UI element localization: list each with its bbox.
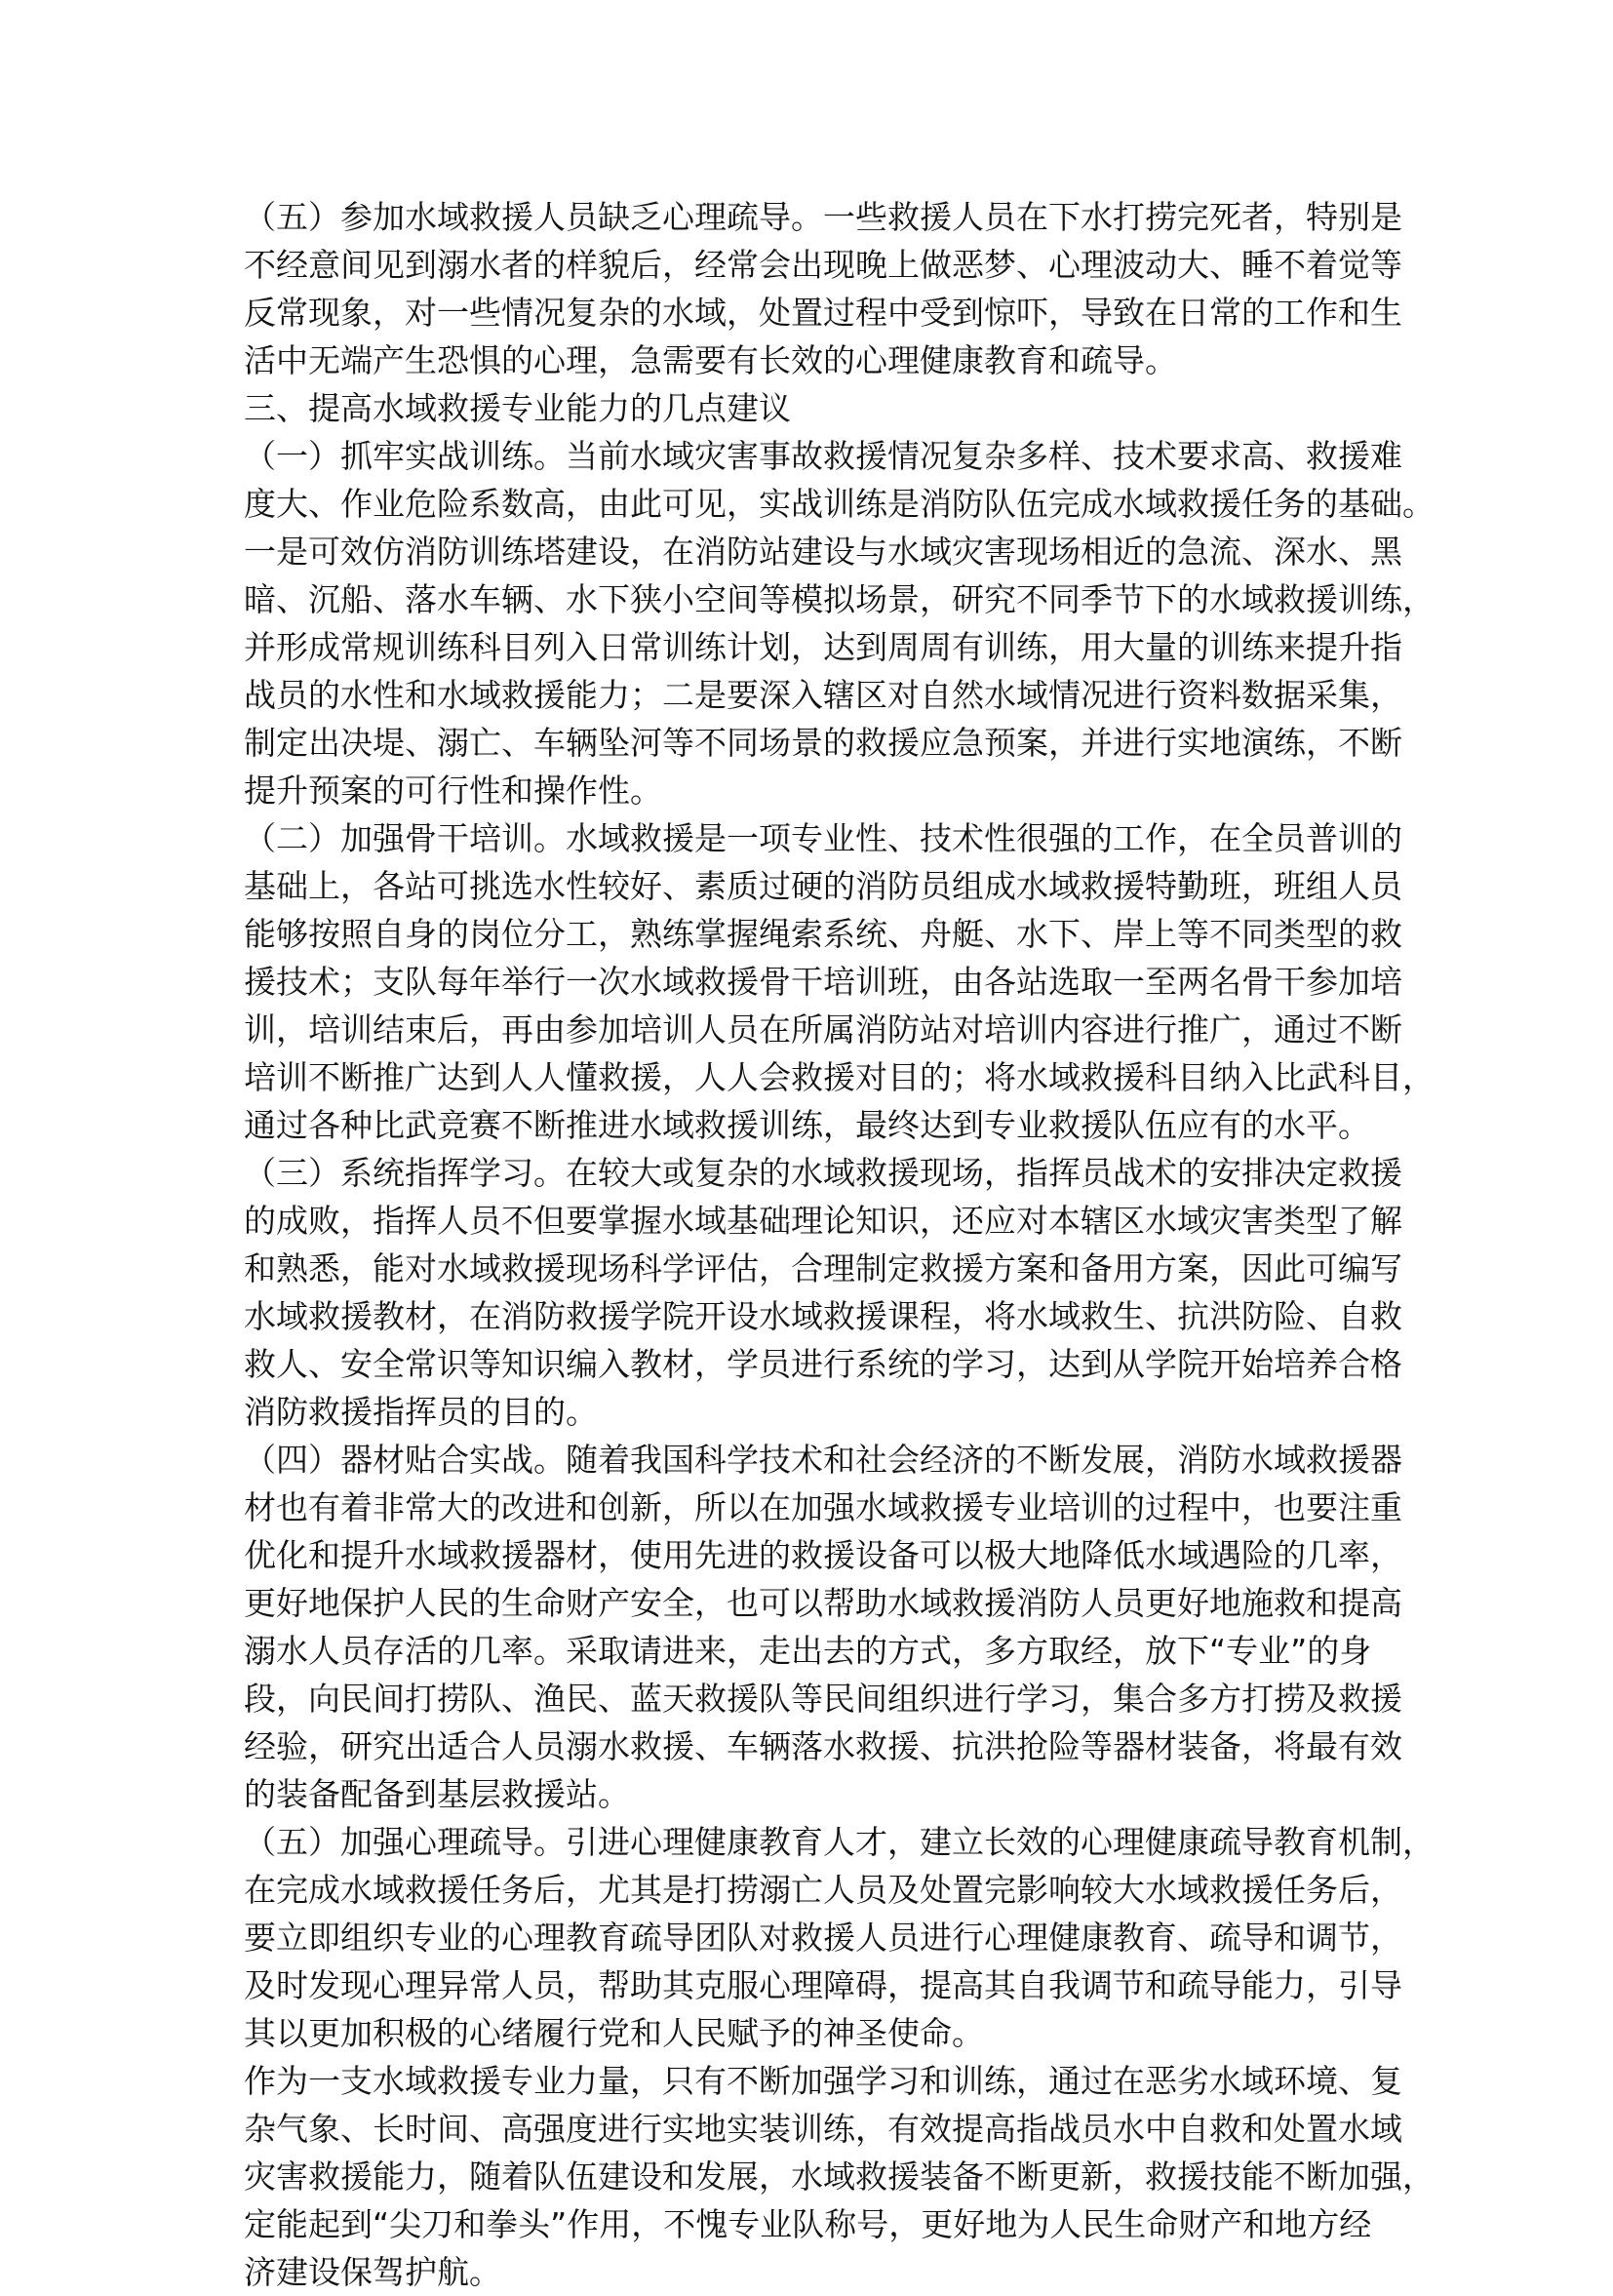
text-line: 度大、作业危险系数高，由此可见，实战训练是消防队伍完成水域救援任务的基础。 (244, 485, 1435, 523)
text-line: 作为一支水域救援专业力量，只有不断加强学习和训练，通过在恶劣水域环境、复 (244, 2062, 1402, 2100)
text-line: 和熟悉，能对水域救援现场科学评估，合理制定救援方案和备用方案，因此可编写 (244, 1249, 1402, 1287)
text-line: 灾害救援能力，随着队伍建设和发展，水域救援装备不断更新，救援技能不断加强， (244, 2157, 1435, 2196)
text-line: 段，向民间打捞队、渔民、蓝天救援队等民间组织进行学习，集合多方打捞及救援 (244, 1680, 1402, 1718)
text-line: 及时发现心理异常人员，帮助其克服心理障碍，提高其自我调节和疏导能力，引导 (244, 1966, 1402, 2004)
text-line: 定能起到“尖刀和拳头”作用，不愧专业队称号，更好地为人民生命财产和地方经 (244, 2205, 1372, 2243)
text-line: 并形成常规训练科目列入日常训练计划，达到周周有训练，用大量的训练来提升指 (244, 628, 1402, 666)
text-line: （三）系统指挥学习。在较大或复杂的水域救援现场，指挥员战术的安排决定救援 (244, 1154, 1402, 1192)
text-line: 的成败，指挥人员不但要掌握水域基础理论知识，还应对本辖区水域灾害类型了解 (244, 1202, 1402, 1240)
text-line: 制定出决堤、溺亡、车辆坠河等不同场景的救援应急预案，并进行实地演练，不断 (244, 724, 1402, 762)
text-line: 救人、安全常识等知识编入教材，学员进行系统的学习，达到从学院开始培养合格 (244, 1345, 1402, 1383)
text-line: （二）加强骨干培训。水域救援是一项专业性、技术性很强的工作，在全员普训的 (244, 819, 1402, 857)
text-line: 活中无端产生恐惧的心理，急需要有长效的心理健康教育和疏导。 (244, 341, 1177, 379)
text-line: 材也有着非常大的改进和创新，所以在加强水域救援专业培训的过程中，也要注重 (244, 1488, 1402, 1526)
text-line: 济建设保驾护航。 (244, 2253, 501, 2291)
text-line: 战员的水性和水域救援能力；二是要深入辖区对自然水域情况进行资料数据采集， (244, 676, 1402, 714)
text-line: 不经意间见到溺水者的样貌后，经常会出现晚上做恶梦、心理波动大、睡不着觉等 (244, 246, 1402, 284)
text-line: 一是可效仿消防训练塔建设，在消防站建设与水域灾害现场相近的急流、深水、黑 (244, 533, 1402, 571)
text-line: 培训不断推广达到人人懂救援，人人会救援对目的；将水域救援科目纳入比武科目， (244, 1058, 1435, 1096)
text-line: （五）参加水域救援人员缺乏心理疏导。一些救援人员在下水打捞完死者，特别是 (244, 198, 1402, 236)
text-line: 其以更加积极的心绪履行党和人民赋予的神圣使命。 (244, 2014, 984, 2052)
text-line: 杂气象、长时间、高强度进行实地实装训练，有效提高指战员水中自救和处置水域 (244, 2110, 1402, 2148)
text-line: 通过各种比武竞赛不断推进水域救援训练，最终达到专业救援队伍应有的水平。 (244, 1106, 1370, 1144)
text-line: 能够按照自身的岗位分工，熟练掌握绳索系统、舟艇、水下、岸上等不同类型的救 (244, 915, 1402, 953)
text-line: 的装备配备到基层救援站。 (244, 1775, 630, 1813)
text-line: 提升预案的可行性和操作性。 (244, 772, 662, 810)
text-line: 在完成水域救援任务后，尤其是打捞溺亡人员及处置完影响较大水域救援任务后， (244, 1871, 1402, 1909)
text-line: 要立即组织专业的心理教育疏导团队对救援人员进行心理健康教育、疏导和调节， (244, 1919, 1402, 1957)
text-line: 训，培训结束后，再由参加培训人员在所属消防站对培训内容进行推广，通过不断 (244, 1010, 1402, 1049)
text-line: 优化和提升水域救援器材，使用先进的救援设备可以极大地降低水域遇险的几率， (244, 1536, 1402, 1574)
text-line: 经验，研究出适合人员溺水救援、车辆落水救援、抗洪抢险等器材装备，将最有效 (244, 1727, 1402, 1765)
document-body (244, 193, 1435, 2296)
text-line: 水域救援教材，在消防救援学院开设水域救援课程，将水域救生、抗洪防险、自救 (244, 1297, 1402, 1335)
text-line: 溺水人员存活的几率。采取请进来，走出去的方式，多方取经，放下“专业”的身 (244, 1632, 1372, 1670)
text-line: 暗、沉船、落水车辆、水下狭小空间等模拟场景，研究不同季节下的水域救援训练， (244, 580, 1435, 618)
text-line: 援技术；支队每年举行一次水域救援骨干培训班，由各站选取一至两名骨干参加培 (244, 963, 1402, 1001)
text-line: （五）加强心理疏导。引进心理健康教育人才，建立长效的心理健康疏导教育机制， (244, 1823, 1435, 1861)
text-line: 更好地保护人民的生命财产安全，也可以帮助水域救援消防人员更好地施救和提高 (244, 1584, 1402, 1622)
section-heading: 三、提高水域救援专业能力的几点建议 (244, 389, 791, 427)
text-line: 基础上，各站可挑选水性较好、素质过硬的消防员组成水域救援特勤班，班组人员 (244, 867, 1402, 905)
text-line: （一）抓牢实战训练。当前水域灾害事故救援情况复杂多样、技术要求高、救援难 (244, 437, 1402, 475)
text-line: （四）器材贴合实战。随着我国科学技术和社会经济的不断发展，消防水域救援器 (244, 1441, 1402, 1479)
text-line: 消防救援指挥员的目的。 (244, 1393, 598, 1431)
text-line: 反常现象，对一些情况复杂的水域，处置过程中受到惊吓，导致在日常的工作和生 (244, 294, 1402, 332)
